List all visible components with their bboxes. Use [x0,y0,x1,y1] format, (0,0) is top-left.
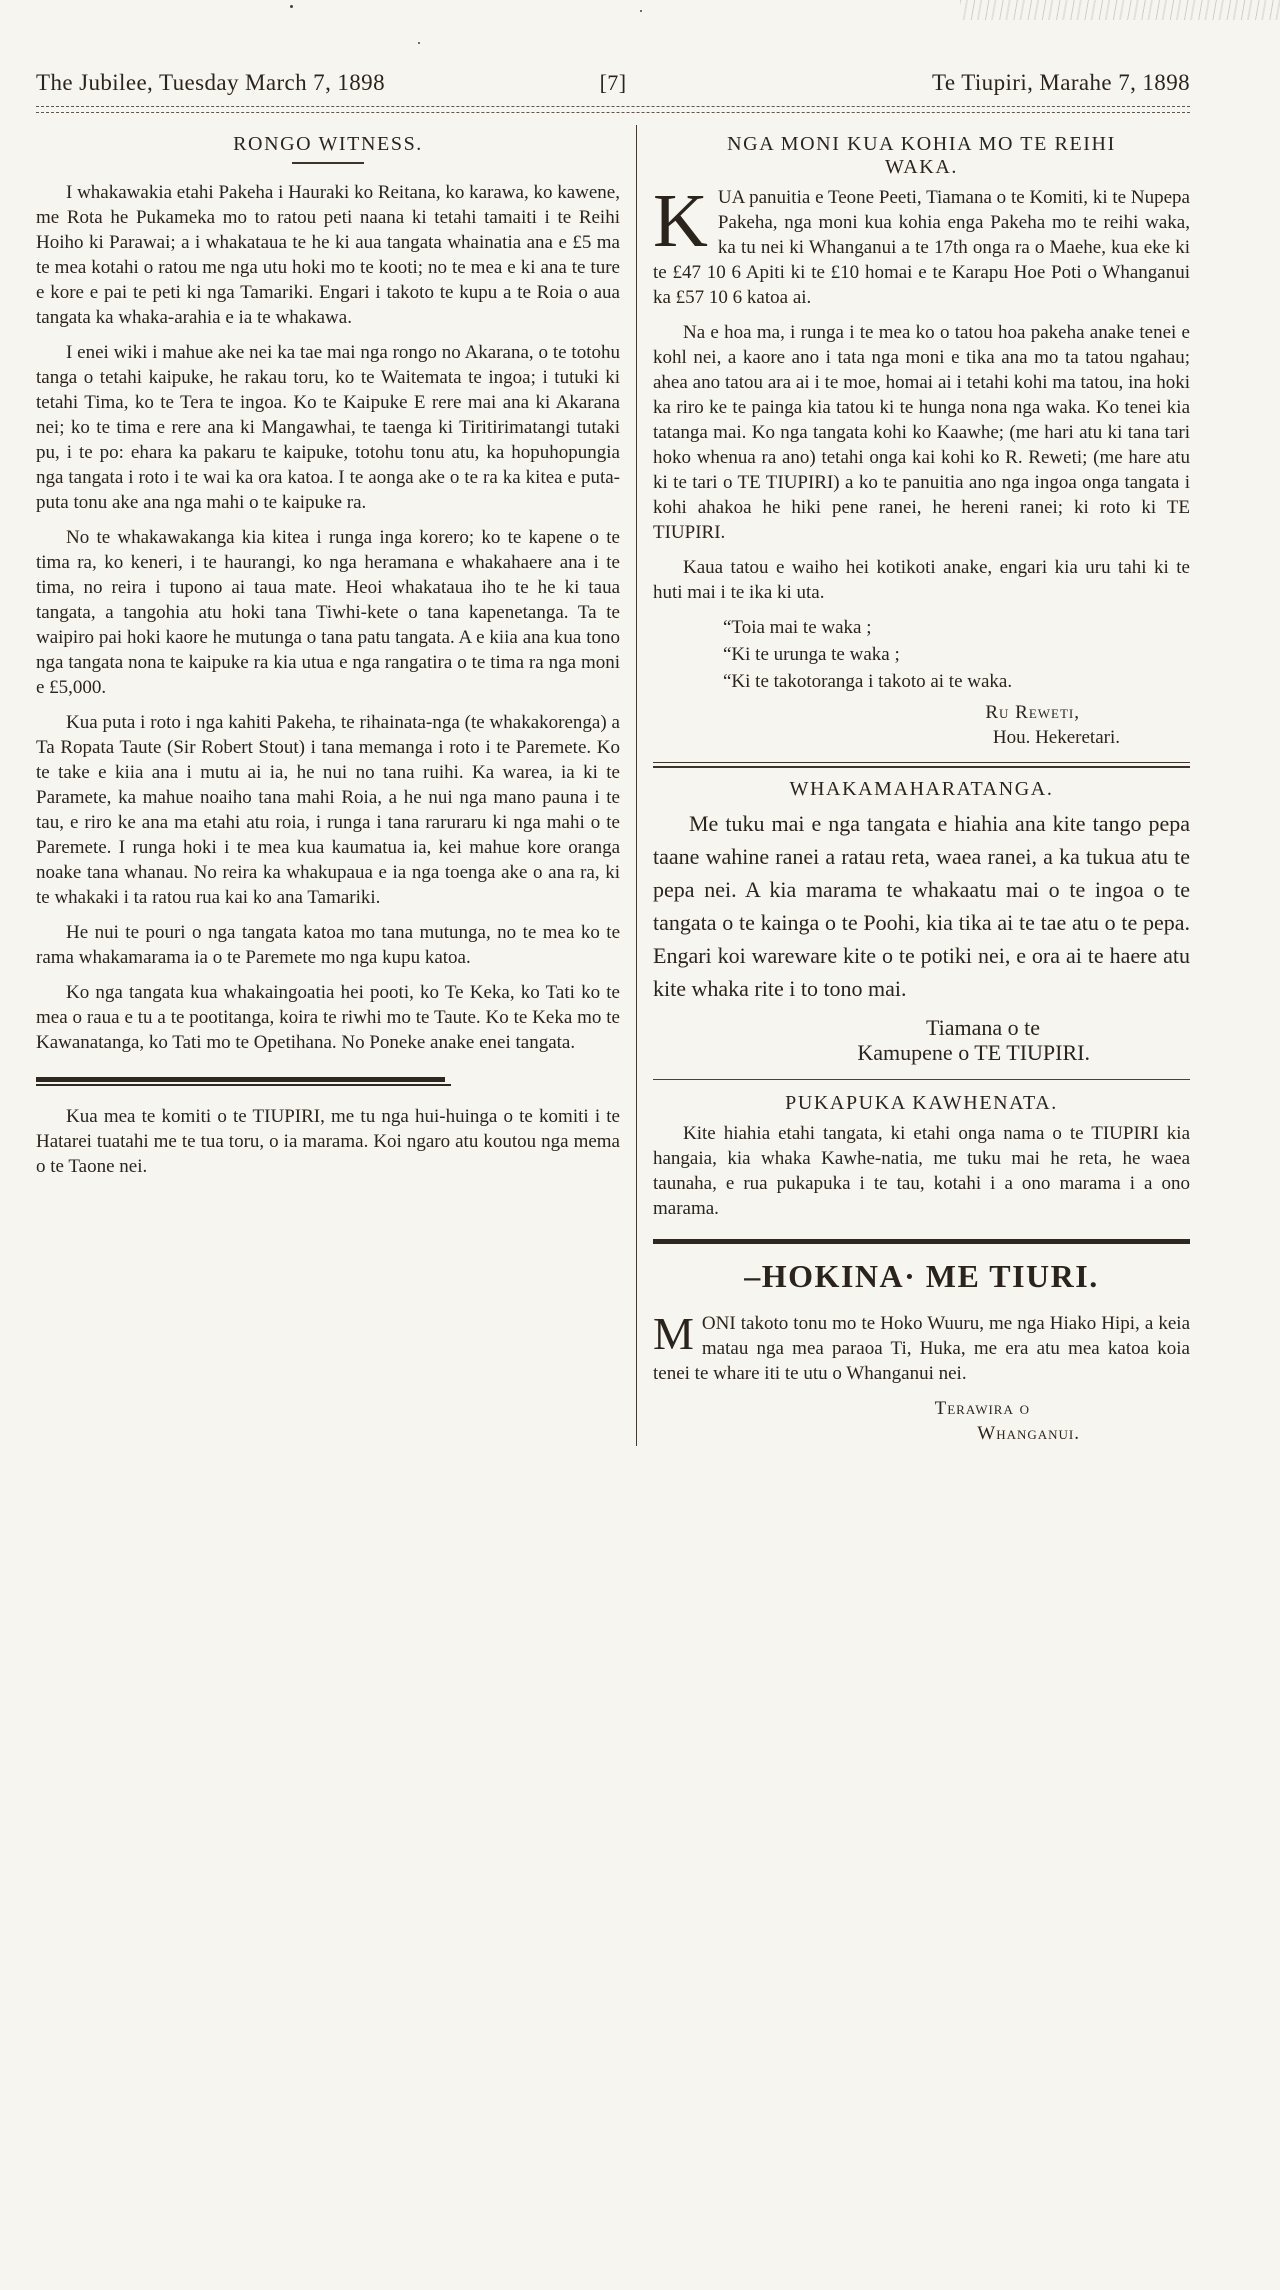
heavy-rule-thin [36,1084,451,1086]
article-title-pukapuka-kawhenata: PUKAPUKA KAWHENATA. [785,1092,1058,1114]
left-column [36,125,620,1446]
scan-speck [640,10,642,12]
article-title-hokina-me-tiuri: –HOKINA· ME TIURI. [744,1258,1099,1294]
masthead-right-title: Te Tiupiri, Marahe 7, 1898 [932,70,1190,95]
chant-line: “Toia mai te waka ; [723,617,872,638]
chant-line: “Ki te urunga te waka ; [723,644,900,665]
signature-role: Hou. Hekeretari. [992,727,1120,748]
signature-line: Tiamana o te [925,1015,1040,1040]
column-divider [636,125,637,1446]
double-rule [653,762,1190,768]
title-rule [292,162,364,164]
right-column [653,125,1190,1446]
signature-line: Terawira o [934,1398,1030,1419]
drop-cap: K [653,179,708,263]
article-title-whakamaharatanga: WHAKAMAHARATANGA. [789,778,1054,800]
dashed-rule [36,106,1190,107]
paragraph: He nui te pouri o nga tangata katoa mo tana mutunga, no te mea ko te rama whakamarama ia o te Paremete mo nga kupu katoa. [36,922,620,968]
columns [36,125,1190,1446]
paragraph: I enei wiki i mahue ake nei ka tae mai nga rongo no Akarana, o te totohu tanga o tetahi kaipuke, he rakau toru, ko te Waitemata te ingoa; i tutuki ki tetahi Tima, ko te Tera te ingoa. Ko te Kaipuke E rere mai ana ki Akarana nei; ko te tima e rere ana ki Mangawhai, te taenga ki Tiritirimatangi tutaki pu, i te po: ehara ka pakaru te kaipuke, totohu tonu atu, ka hopuhopungia nga tangata i roto i te wai ka ora katoa. I te aonga ake o te ra ka kitea e puta-puta tonu ake ana nga mahi o te kaipuke ra. [36,342,620,513]
masthead-page-number: [7] [599,70,627,95]
paragraph: No te whakawakanga kia kitea i runga inga korero; ko te kapene o te tima ra, ko keneri, i te haurangi, ko nga heramana e whakahaere ana i te tima, no reira i tupono ai taua mate. Heoi whakataua iho te he ki taua tangata, a tangohia atu hoki tana Tiwhi-kete o tana kapenetanga. Ta te waipiro pai hoki kaore he mutunga o tana patu tangata. A e kiia ana kua tono nga tangata nona te kaipuke ra kia utua e nga rangatira o te tima ra nga moni e £5,000. [36,527,620,698]
chant-line: “Ki te takotoranga i takoto ai te waka. [723,671,1013,692]
committee-notice: Kua mea te komiti o te TIUPIRI, me tu nga hui-huinga o te komiti i te Hatarei tuatahi me te tua toru, o ia marama. Koi ngaro atu koutou nga mema o te Taone nei. [36,1106,620,1177]
dashed-rule [36,112,1190,113]
scan-speck [290,5,293,8]
paragraph: Me tuku mai e nga tangata e hiahia ana kite tango pepa taane wahine ranei a ratau reta, waea ranei, a ka tukua atu te pepa nei. A kia marama te whakaatu mai o te ingoa o te tangata o te kainga o te Poohi, kia tika ai te tae atu o te pepa. Engari koi wareware kite o te potiki nei, e ora ai te haere atu kite whaka rite i to tono mai. [653,811,1190,1001]
thin-rule [653,1079,1190,1080]
paragraph: Kaua tatou e waiho hei kotikoti anake, engari kia uru tahi ki te huti mai i te ika ki uta. [653,557,1190,603]
lead-text: UA panuitia e Teone Peeti, Tiamana o te Komiti, ki te Nupepa Pakeha, nga moni kua kohia enga Pakeha mo te reihi waka, ka tu nei ki Whanganui a te 17th onga ra o Maehe, kua eke ki te £47 10 6 Apiti ki te £10 homai e te Karapu Hoe Poti o Whanganui ka £57 10 6 katoa ai. [653,187,1190,308]
paragraph: Kite hiahia etahi tangata, ki etahi onga nama o te TIUPIRI kia hangaia, kia whaka Kawhe-natia, me tuku mai he reta, he waea taunaha, e rua pukapuka i te tau, kotahi i a ono marama i a ono marama. [653,1123,1190,1219]
paragraph: I whakawakia etahi Pakeha i Hauraki ko Reitana, ko karawa, ko kawene, me Rota he Pukameka mo to ratou peti naana ki tetahi tamaiti i te Reihi Hoiho ki Parawai; a i whakataua te he ki aua tangata whainatia ana e £5 ma te mea kotahi o ratou me nga utu hoki mo te kooti; no te mea e ki ana te ture e kore e pai te peti ki nga Tamariki. Engari i takoto te kupu a te Roia o aua tangata ka whaka-arahia e ia te whakawa. [36,182,620,328]
article-title-nga-moni: NGA MONI KUA KOHIA MO TE REIHI WAKA. [727,133,1116,178]
scan-noise-band [960,0,1280,20]
masthead [36,70,1190,96]
heavy-rule [653,1239,1190,1244]
paragraph: Kua puta i roto i nga kahiti Pakeha, te rihainata-nga (te whakakorenga) a Ta Ropata Taute (Sir Robert Stout) i tana memanga i roto i te Paremete. Ko te take e kiia ana i mutu ai ia, he nui no tana ruihi. Ka warea, ia ki te Paramete, ka mahue noaiho tana mahi Roia, a he nui nga mano pauna i te tau, e riro ke ana ma etahi atu roia, i runga i tana raruraru ki nga mahi o te Paremete. I runga hoki i te mea kua kaumatua ia, kei mahue kore oranga noake tana whanau. No reira ka whakupaua e ia nga toenga ake o ana ra, ki te whakaki i ta ratou rua kai ko ana Tamariki. [36,712,620,908]
masthead-left-title: The Jubilee, Tuesday March 7, 1898 [36,70,385,95]
heavy-rule [36,1077,445,1082]
masthead-divider-rules [36,106,1190,113]
paragraph: Na e hoa ma, i runga i te mea ko o tatou hoa pakeha anake tenei e kohl nei, a kaore ano i tata nga moni e tika ana mo ta tatou ngahau; ahea ano tatou ara ai i te moe, homai ai i tetahi kohi ma tatou, ina hoki ka riro ke te painga kia tatou ki te hunga nona nga waka. Ko tenei kia tatanga mai. Ko nga tangata kohi ko Kaawhe; (me hari atu ki tana tari hoko whenua ra ano) tetahi onga kai kohi ko R. Reweti; (me hare atu ki te tari o TE TIUPIRI) a ko te panuitia ano nga ingoa onga tangata i kohi ahakoa he hiki pene ranei, he hereni ranei; ki roto ki TE TIUPIRI. [653,322,1190,543]
signature-line: Whanganui. [977,1423,1080,1444]
article-title-rongo-witness: RONGO WITNESS. [233,133,423,155]
signature-line: Kamupene o TE TIUPIRI. [857,1040,1090,1065]
scan-speck [418,42,420,44]
lead-text: ONI takoto tonu mo te Hoko Wuuru, me nga Hiako Hipi, a keia matau nga mea paraoa Ti, Huka, me era atu mea katoa koia tenei te whare iti te utu o Whanganui nei. [653,1313,1190,1384]
drop-cap: M [653,1308,694,1359]
signature-name: Ru Reweti, [985,702,1080,723]
lead-paragraph [653,1308,1190,1386]
paragraph: Ko nga tangata kua whakaingoatia hei pooti, ko Te Keka, ko Tati ko te mea o raua e tu a te pootitanga, koira te riwhi mo te Taute. Ko te Keka mo te Kawanatanga, ko Tati mo te Opetihana. No Poneke anake enei tangata. [36,982,620,1053]
lead-paragraph [653,179,1190,310]
